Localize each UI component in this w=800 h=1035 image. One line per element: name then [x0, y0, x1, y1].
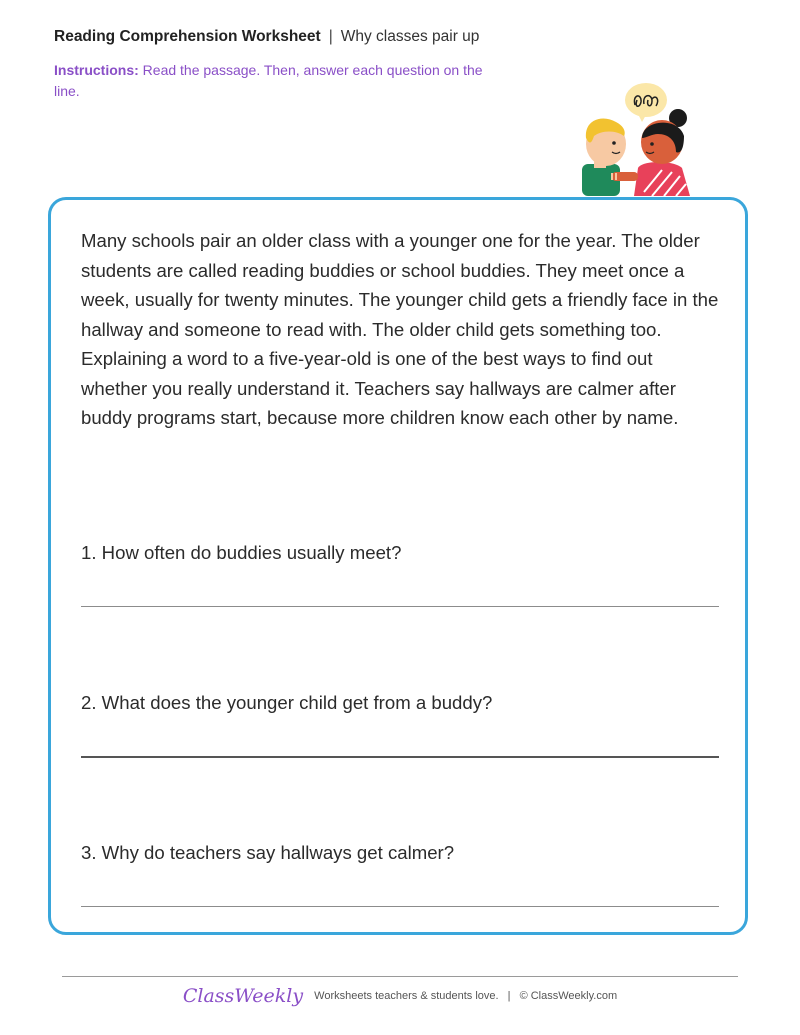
reading-passage: Many schools pair an older class with a younger one for the year. The older students are called reading buddies or school buddies. They meet once a week, usually for twenty minutes. The younger child gets a friendly face in the hallway and someone to read with. The older child gets something too. Explaining a word to a five-year-old is one of the best ways to find out whether you really understand it. Teachers say hallways are calmer after buddy programs start, because more children know each other by name. — [81, 230, 719, 428]
instructions-text: Read the passage. Then, answer each question on the line. — [54, 62, 483, 99]
children-illustration — [572, 80, 698, 196]
question-text: 2. What does the younger child get from a buddy? — [81, 692, 493, 713]
question-1 — [81, 542, 721, 564]
answer-line-1[interactable] — [81, 606, 719, 607]
footer-copyright: © ClassWeekly.com — [519, 990, 618, 1002]
instructions — [54, 60, 504, 102]
footer-separator: | — [507, 990, 511, 1002]
two-children-talking-icon — [572, 80, 698, 196]
speech-bubble — [625, 83, 667, 117]
worksheet-subtitle: Why classes pair up — [340, 28, 480, 45]
footer-divider — [62, 976, 738, 977]
girl-eye — [650, 142, 654, 146]
brand-logo: ClassWeekly — [182, 985, 304, 1007]
question-3 — [81, 842, 721, 864]
footer — [0, 985, 800, 1007]
girl-shirt — [634, 162, 690, 196]
worksheet-header — [54, 28, 479, 46]
passage-card — [48, 197, 748, 935]
question-text: 3. Why do teachers say hallways get calmer? — [81, 842, 455, 863]
question-text: 1. How often do buddies usually meet? — [81, 542, 402, 563]
header-separator: | — [328, 28, 333, 45]
answer-line-3[interactable] — [81, 906, 719, 907]
boy-eye — [612, 141, 616, 145]
answer-line-2[interactable] — [81, 756, 719, 758]
footer-tagline: Worksheets teachers & students love. — [314, 990, 499, 1002]
speech-bubble-tail — [638, 114, 646, 122]
question-2 — [81, 692, 721, 714]
instructions-label: Instructions: — [54, 62, 139, 78]
worksheet-title: Reading Comprehension Worksheet — [54, 28, 321, 45]
